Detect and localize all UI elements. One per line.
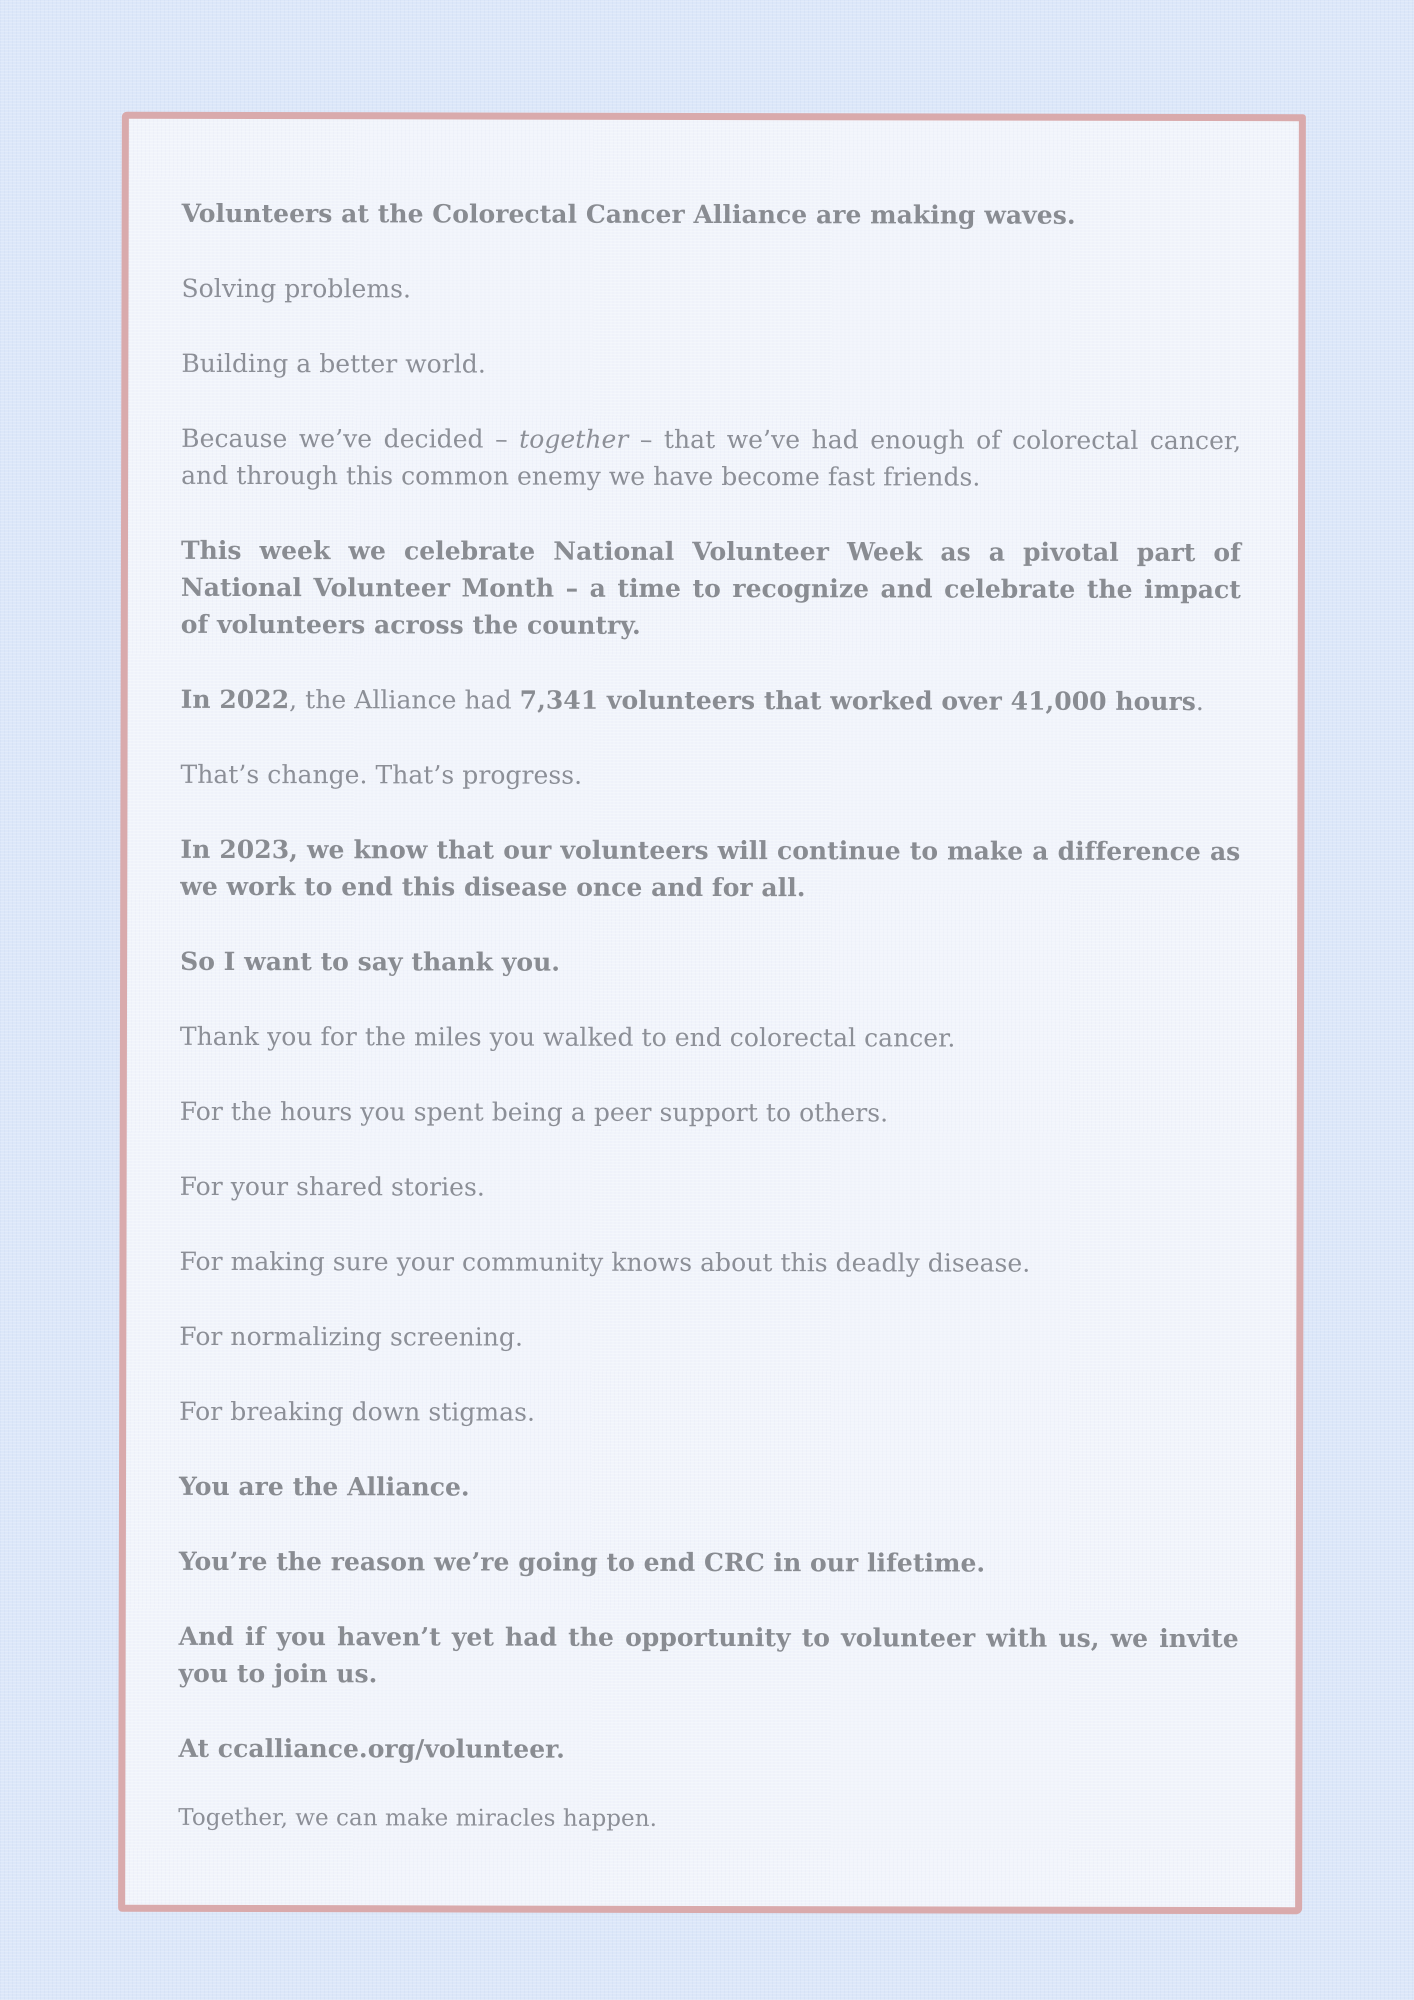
because-text-before: Because we’ve decided – xyxy=(181,423,520,454)
paragraph-celebrate: This week we celebrate National Volunteer Week as a pivotal part of National Volunteer Month – a time to recognize and celebrate the impact of volunteers across the country. xyxy=(180,535,1241,640)
paragraph-thank-community: For making sure your community knows about this deadly disease. xyxy=(179,1246,1031,1278)
letter-headline: Volunteers at the Colorectal Cancer Alliance are making waves. xyxy=(181,198,1076,230)
paragraph-thank-stigmas: For breaking down stigmas. xyxy=(179,1396,536,1427)
paragraph-stats xyxy=(181,681,1241,720)
paragraph-you-are: You are the Alliance. xyxy=(178,1471,470,1502)
paragraph-thank-miles: Thank you for the miles you walked to end colorectal cancer. xyxy=(179,1021,956,1053)
stats-end: . xyxy=(1195,687,1204,717)
paragraph-reason: You’re the reason we’re going to end CRC in our lifetime. xyxy=(178,1546,986,1578)
paragraph-thank-hours: For the hours you spent being a peer support to others. xyxy=(179,1096,889,1128)
paragraph-thank-screening: For normalizing screening. xyxy=(179,1321,524,1352)
paragraph-url: At ccalliance.org/volunteer. xyxy=(178,1733,565,1764)
paragraph-closing: Together, we can make miracles happen. xyxy=(178,1804,657,1832)
paragraph-because xyxy=(181,420,1241,496)
paragraph-invite: And if you haven’t yet had the opportunity to volunteer with us, we invite you to join us. xyxy=(178,1621,1239,1689)
paragraph-thank-stories: For your shared stories. xyxy=(179,1171,485,1202)
stats-middle: , the Alliance had xyxy=(289,685,520,715)
paragraph-future: In 2023, we know that our volunteers will continue to make a difference as we work to end this disease once and for all. xyxy=(180,834,1241,903)
because-text-after: – that we’ve had enough of colorectal cancer, and through this common enemy we have become fast friends. xyxy=(181,424,1242,492)
paragraph-thanks: So I want to say thank you. xyxy=(180,946,561,977)
stats-figures: 7,341 volunteers that worked over 41,000 hours xyxy=(519,685,1196,717)
because-emphasis: together xyxy=(519,424,629,454)
paragraph-building: Building a better world. xyxy=(181,348,486,379)
stats-year: In 2022 xyxy=(180,684,290,715)
paragraph-change: That’s change. That’s progress. xyxy=(180,759,583,790)
paragraph-solving: Solving problems. xyxy=(181,273,412,304)
letter-card xyxy=(118,112,1306,1914)
